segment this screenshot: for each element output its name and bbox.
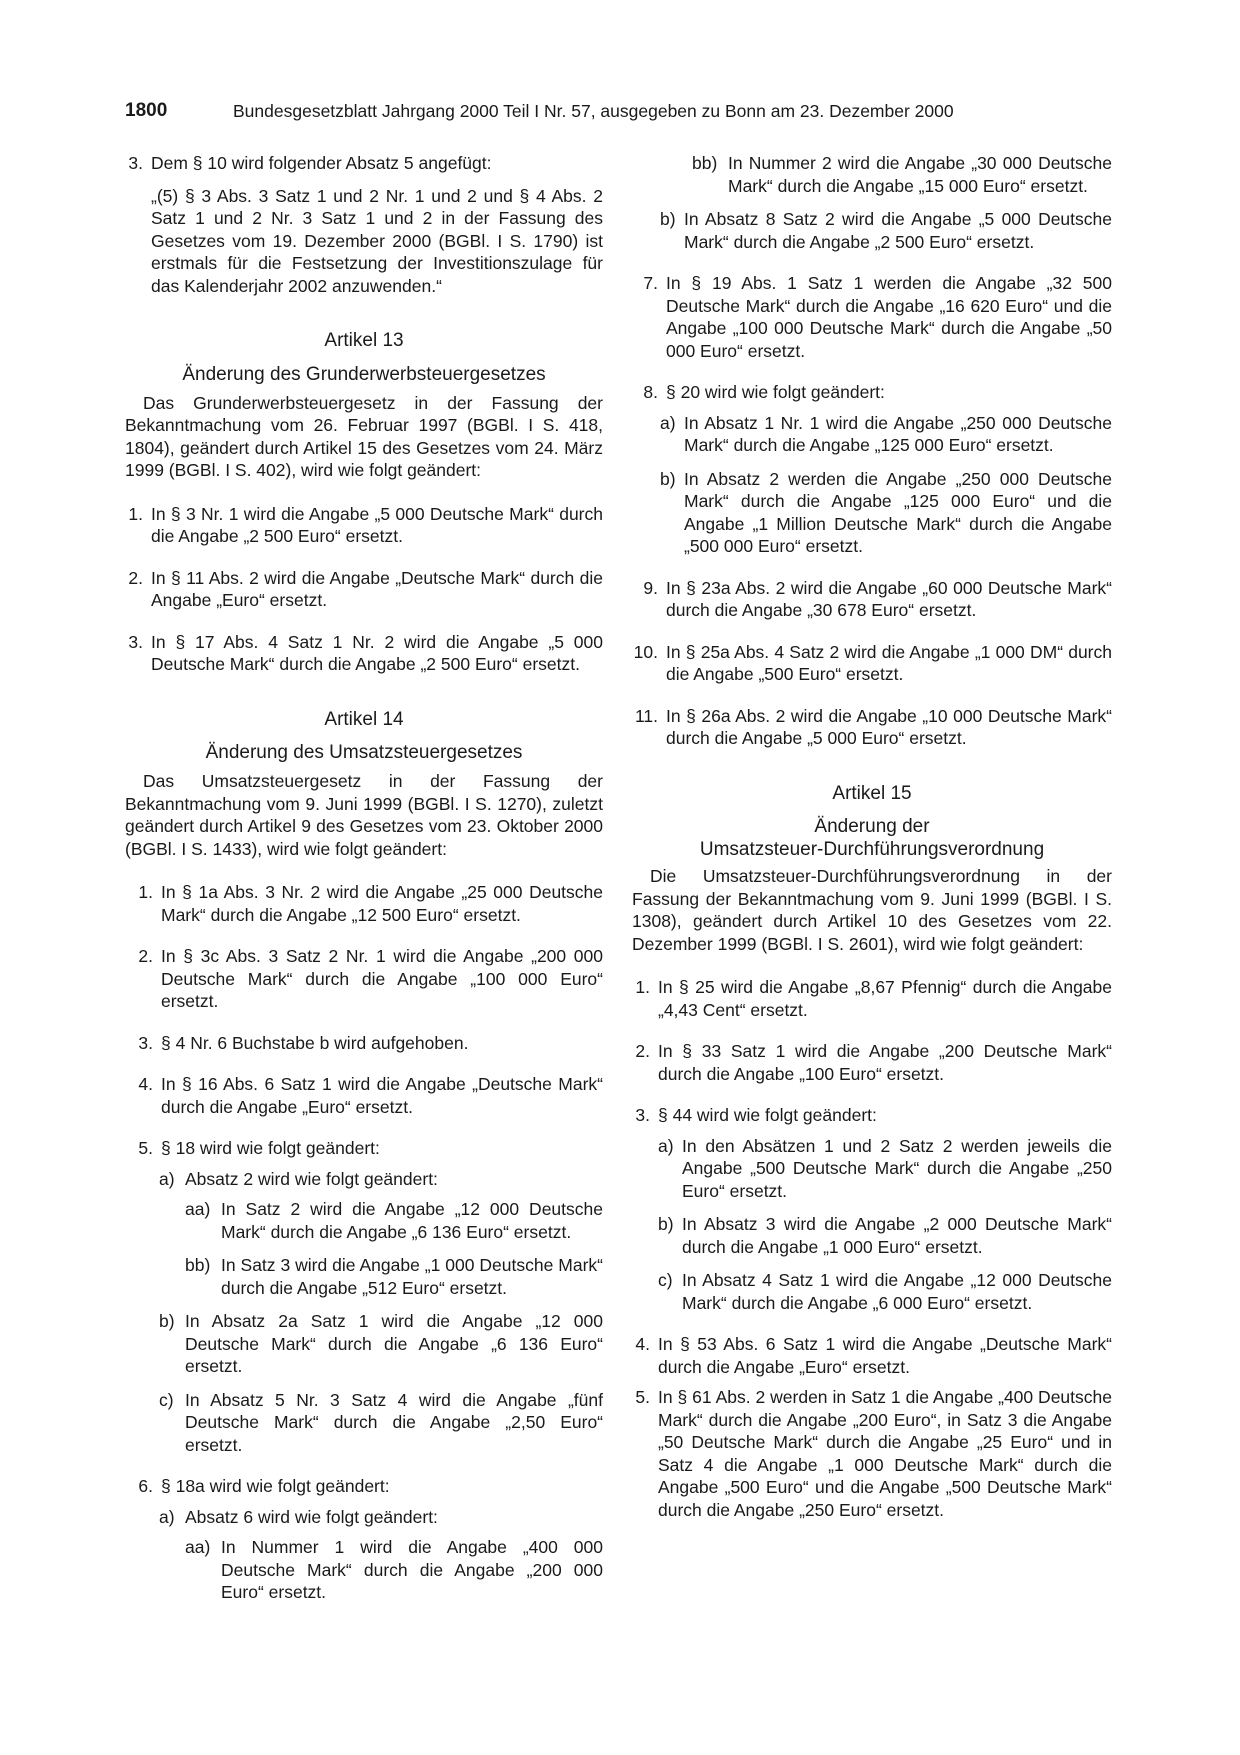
item-number: 3. (635, 1105, 650, 1125)
item-letter: a) (159, 1506, 175, 1527)
item-number: 3. (128, 153, 143, 173)
sub-item (632, 1135, 1112, 1203)
article-subtitle-line: Änderung der (814, 816, 930, 837)
item-letter: b) (660, 468, 676, 489)
sub-item (632, 468, 1112, 558)
item-number: 11. (634, 705, 658, 726)
quoted-paragraph: „(5) § 3 Abs. 3 Satz 1 und 2 Nr. 1 und 2 und § 4 Abs. 2 Satz 1 und 2 Nr. 3 Satz 1 und 2 in der Fassung des Gesetzes vom 19. Dezember 2000 (BGBl. I S. 1790) ist erstmals für die Festsetzung der Investitionszulage für das Kalenderjahr 2002 anzuwenden.“ (151, 185, 603, 296)
item-letter: a) (660, 412, 676, 433)
sub-sub-item (125, 1536, 603, 1604)
item-number: 1. (635, 977, 650, 997)
item-number: 1. (128, 503, 143, 524)
item-text: In § 17 Abs. 4 Satz 1 Nr. 2 wird die Angabe „5 000 Deutsche Mark“ durch die Angabe „2 500 Euro“ ersetzt. (151, 631, 603, 674)
item-text: In § 61 Abs. 2 werden in Satz 1 die Angabe „400 Deutsche Mark“ durch die Angabe „200 Euro“, in Satz 3 die Angabe „50 Deutsche Mark“ durch die Angabe „25 Euro“ und in Satz 4 die Angabe „1 000 Deutsche Mark“ durch die Angabe „500 Euro“ und die Angabe „500 Deutsche Mark“ durch die Angabe „250 Euro“ ersetzt. (658, 1387, 1112, 1520)
page-number: 1800 (125, 100, 168, 121)
item-letter: aa) (185, 1199, 211, 1219)
item-text: In § 3 Nr. 1 wird die Angabe „5 000 Deutsche Mark“ durch die Angabe „2 500 Euro“ ersetzt. (151, 503, 603, 546)
item-text: In Absatz 3 wird die Angabe „2 000 Deutsche Mark“ durch die Angabe „1 000 Euro“ ersetzt. (682, 1214, 1112, 1257)
list-item (632, 976, 1112, 1021)
article-title: Artikel 15 (832, 782, 912, 804)
item-text: In Nummer 1 wird die Angabe „400 000 Deutsche Mark“ durch die Angabe „200 000 Euro“ ersetzt. (221, 1537, 603, 1602)
article-subtitle-line: Umsatzsteuer-Durchführungsverordnung (699, 839, 1045, 860)
list-item (125, 945, 603, 1013)
list-item (632, 577, 1112, 622)
sub-item (632, 208, 1112, 253)
sub-item (125, 1168, 603, 1191)
item-text: In Absatz 8 Satz 2 wird die Angabe „5 000 Deutsche Mark“ durch die Angabe „2 500 Euro“ ersetzt. (684, 209, 1112, 252)
item-text: In Absatz 5 Nr. 3 Satz 4 wird die Angabe „fünf Deutsche Mark“ durch die Angabe „2,50 Euro“ ersetzt. (185, 1389, 603, 1455)
item-text: § 20 wird wie folgt geändert: (666, 382, 885, 402)
item-text: In § 3c Abs. 3 Satz 2 Nr. 1 wird die Angabe „200 000 Deutsche Mark“ durch die Angabe „100 000 Euro“ ersetzt. (161, 946, 603, 1011)
item-text: In den Absätzen 1 und 2 Satz 2 werden jeweils die Angabe „500 Deutsche Mark“ durch die Angabe „250 Euro“ ersetzt. (682, 1135, 1112, 1201)
item-number: 3. (138, 1032, 153, 1053)
item-text: In Nummer 2 wird die Angabe „30 000 Deutsche Mark“ durch die Angabe „15 000 Euro“ ersetzt. (728, 153, 1112, 196)
list-item (632, 705, 1112, 750)
item-number: 2. (635, 1041, 650, 1061)
sub-item (632, 1269, 1112, 1314)
sub-sub-item (632, 152, 1112, 197)
sub-item (125, 1506, 603, 1529)
item-text: Absatz 6 wird wie folgt geändert: (185, 1506, 438, 1527)
item-text: In § 33 Satz 1 wird die Angabe „200 Deutsche Mark“ durch die Angabe „100 Euro“ ersetzt. (658, 1041, 1112, 1084)
item-text: § 18a wird wie folgt geändert: (161, 1476, 390, 1496)
item-letter: b) (159, 1311, 175, 1331)
item-text: In Satz 2 wird die Angabe „12 000 Deutsche Mark“ durch die Angabe „6 136 Euro“ ersetzt. (221, 1199, 603, 1242)
item-text: In § 19 Abs. 1 Satz 1 werden die Angabe „32 500 Deutsche Mark“ durch die Angabe „16 620 Euro“ und die Angabe „100 000 Deutsche Mark“ durch die Angabe „50 000 Euro“ ersetzt. (666, 273, 1112, 361)
item-letter: c) (658, 1270, 673, 1290)
list-item (125, 1137, 603, 1160)
sub-item (125, 1310, 603, 1378)
item-number: 2. (128, 567, 143, 588)
item-text: In § 23a Abs. 2 wird die Angabe „60 000 Deutsche Mark“ durch die Angabe „30 678 Euro“ ersetzt. (666, 577, 1112, 620)
list-item (632, 1386, 1112, 1521)
article-subtitle (632, 815, 1112, 861)
article-title: Artikel 13 (324, 330, 404, 351)
article-intro: Die Umsatzsteuer-Durchführungsverordnung in der Fassung der Bekanntmachung vom 9. Juni 1999 (BGBl. I S. 1308), geändert durch Artikel 10 des Gesetzes vom 22. Dezember 1999 (BGBl. I S. 2601), wird wie folgt geändert: (632, 866, 1112, 954)
item-text: In § 16 Abs. 6 Satz 1 wird die Angabe „Deutsche Mark“ durch die Angabe „Euro“ ersetzt. (161, 1074, 603, 1117)
item-letter: bb) (185, 1255, 211, 1275)
item-letter: a) (658, 1135, 674, 1156)
sub-sub-item (125, 1198, 603, 1243)
item-text: In § 25 wird die Angabe „8,67 Pfennig“ durch die Angabe „4,43 Cent“ ersetzt. (658, 977, 1112, 1020)
item-number: 7. (643, 273, 658, 293)
item-text: In § 1a Abs. 3 Nr. 2 wird die Angabe „25 000 Deutsche Mark“ durch die Angabe „12 500 Euro“ ersetzt. (161, 882, 603, 925)
list-item (632, 1040, 1112, 1085)
list-item (125, 1032, 603, 1055)
item-letter: b) (660, 209, 676, 229)
item-number: 9. (643, 577, 658, 598)
item-number: 8. (643, 382, 658, 402)
item-text: § 4 Nr. 6 Buchstabe b wird aufgehoben. (161, 1032, 469, 1053)
article-subtitle: Änderung des Umsatzsteuergesetzes (205, 742, 523, 763)
item-letter: c) (159, 1389, 174, 1410)
article-intro: Das Umsatzsteuergesetz in der Fassung der Bekanntmachung vom 9. Juni 1999 (BGBl. I S. 1270), zuletzt geändert durch Artikel 9 des Gesetzes vom 23. Oktober 2000 (BGBl. I S. 1433), wird wie folgt geändert: (125, 771, 603, 859)
list-item (632, 272, 1112, 362)
item-text: § 18 wird wie folgt geändert: (161, 1138, 380, 1158)
list-item (125, 1475, 603, 1498)
item-text: In Satz 3 wird die Angabe „1 000 Deutsche Mark“ durch die Angabe „512 Euro“ ersetzt. (221, 1255, 603, 1298)
list-item (632, 381, 1112, 404)
item-letter: aa) (185, 1537, 211, 1557)
article-intro: Das Grunderwerbsteuergesetz in der Fassung der Bekanntmachung vom 26. Februar 1997 (BGBl. I S. 418, 1804), geändert durch Artikel 15 des Gesetzes vom 24. März 1999 (BGBl. I S. 402), wird wie folgt geändert: (125, 392, 603, 480)
article-subtitle: Änderung des Grunderwerbsteuergesetzes (182, 363, 546, 385)
item-text: In § 25a Abs. 4 Satz 2 wird die Angabe „1 000 DM“ durch die Angabe „500 Euro“ ersetzt. (666, 641, 1112, 684)
item-text: In Absatz 2a Satz 1 wird die Angabe „12 000 Deutsche Mark“ durch die Angabe „6 136 Euro“ ersetzt. (185, 1311, 603, 1376)
sub-item (125, 1389, 603, 1457)
item-text: Dem § 10 wird folgender Absatz 5 angefügt: (151, 153, 492, 173)
sub-item (632, 1213, 1112, 1258)
list-item (632, 641, 1112, 686)
item-text: In Absatz 2 werden die Angabe „250 000 Deutsche Mark“ durch die Angabe „125 000 Euro“ und die Angabe „1 Million Deutsche Mark“ durch die Angabe „500 000 Euro“ ersetzt. (684, 468, 1112, 556)
item-number: 2. (138, 946, 153, 966)
list-item (632, 1333, 1112, 1378)
list-item (125, 881, 603, 926)
item-number: 3. (128, 631, 143, 652)
list-item (632, 1104, 1112, 1127)
article-title: Artikel 14 (324, 708, 404, 730)
item-number: 6. (138, 1476, 153, 1496)
item-letter: bb) (692, 153, 718, 173)
item-text: In § 53 Abs. 6 Satz 1 wird die Angabe „Deutsche Mark“ durch die Angabe „Euro“ ersetzt. (658, 1334, 1112, 1377)
item-text: In § 11 Abs. 2 wird die Angabe „Deutsche Mark“ durch die Angabe „Euro“ ersetzt. (151, 567, 603, 610)
sub-sub-item (125, 1254, 603, 1299)
item-text: In Absatz 4 Satz 1 wird die Angabe „12 000 Deutsche Mark“ durch die Angabe „6 000 Euro“ ersetzt. (682, 1270, 1112, 1313)
list-item (125, 503, 603, 548)
list-item (125, 152, 603, 175)
item-text: In § 26a Abs. 2 wird die Angabe „10 000 Deutsche Mark“ durch die Angabe „5 000 Euro“ ersetzt. (666, 705, 1112, 748)
item-letter: a) (159, 1168, 175, 1189)
item-text: § 44 wird wie folgt geändert: (658, 1105, 877, 1125)
item-number: 4. (635, 1334, 650, 1354)
right-column (632, 152, 1112, 1540)
item-number: 10. (633, 641, 658, 662)
list-item (125, 631, 603, 676)
running-title: Bundesgesetzblatt Jahrgang 2000 Teil I Nr. 57, ausgegeben zu Bonn am 23. Dezember 2000 (233, 101, 954, 121)
list-item (125, 567, 603, 612)
item-number: 4. (138, 1074, 153, 1094)
item-text: Absatz 2 wird wie folgt geändert: (185, 1168, 438, 1189)
item-number: 5. (138, 1138, 153, 1158)
item-number: 1. (138, 882, 153, 902)
item-text: In Absatz 1 Nr. 1 wird die Angabe „250 000 Deutsche Mark“ durch die Angabe „125 000 Euro“ ersetzt. (684, 412, 1112, 455)
sub-item (632, 412, 1112, 457)
list-item (125, 1073, 603, 1118)
item-letter: b) (658, 1214, 674, 1234)
left-column (125, 152, 603, 1615)
item-number: 5. (635, 1387, 650, 1407)
